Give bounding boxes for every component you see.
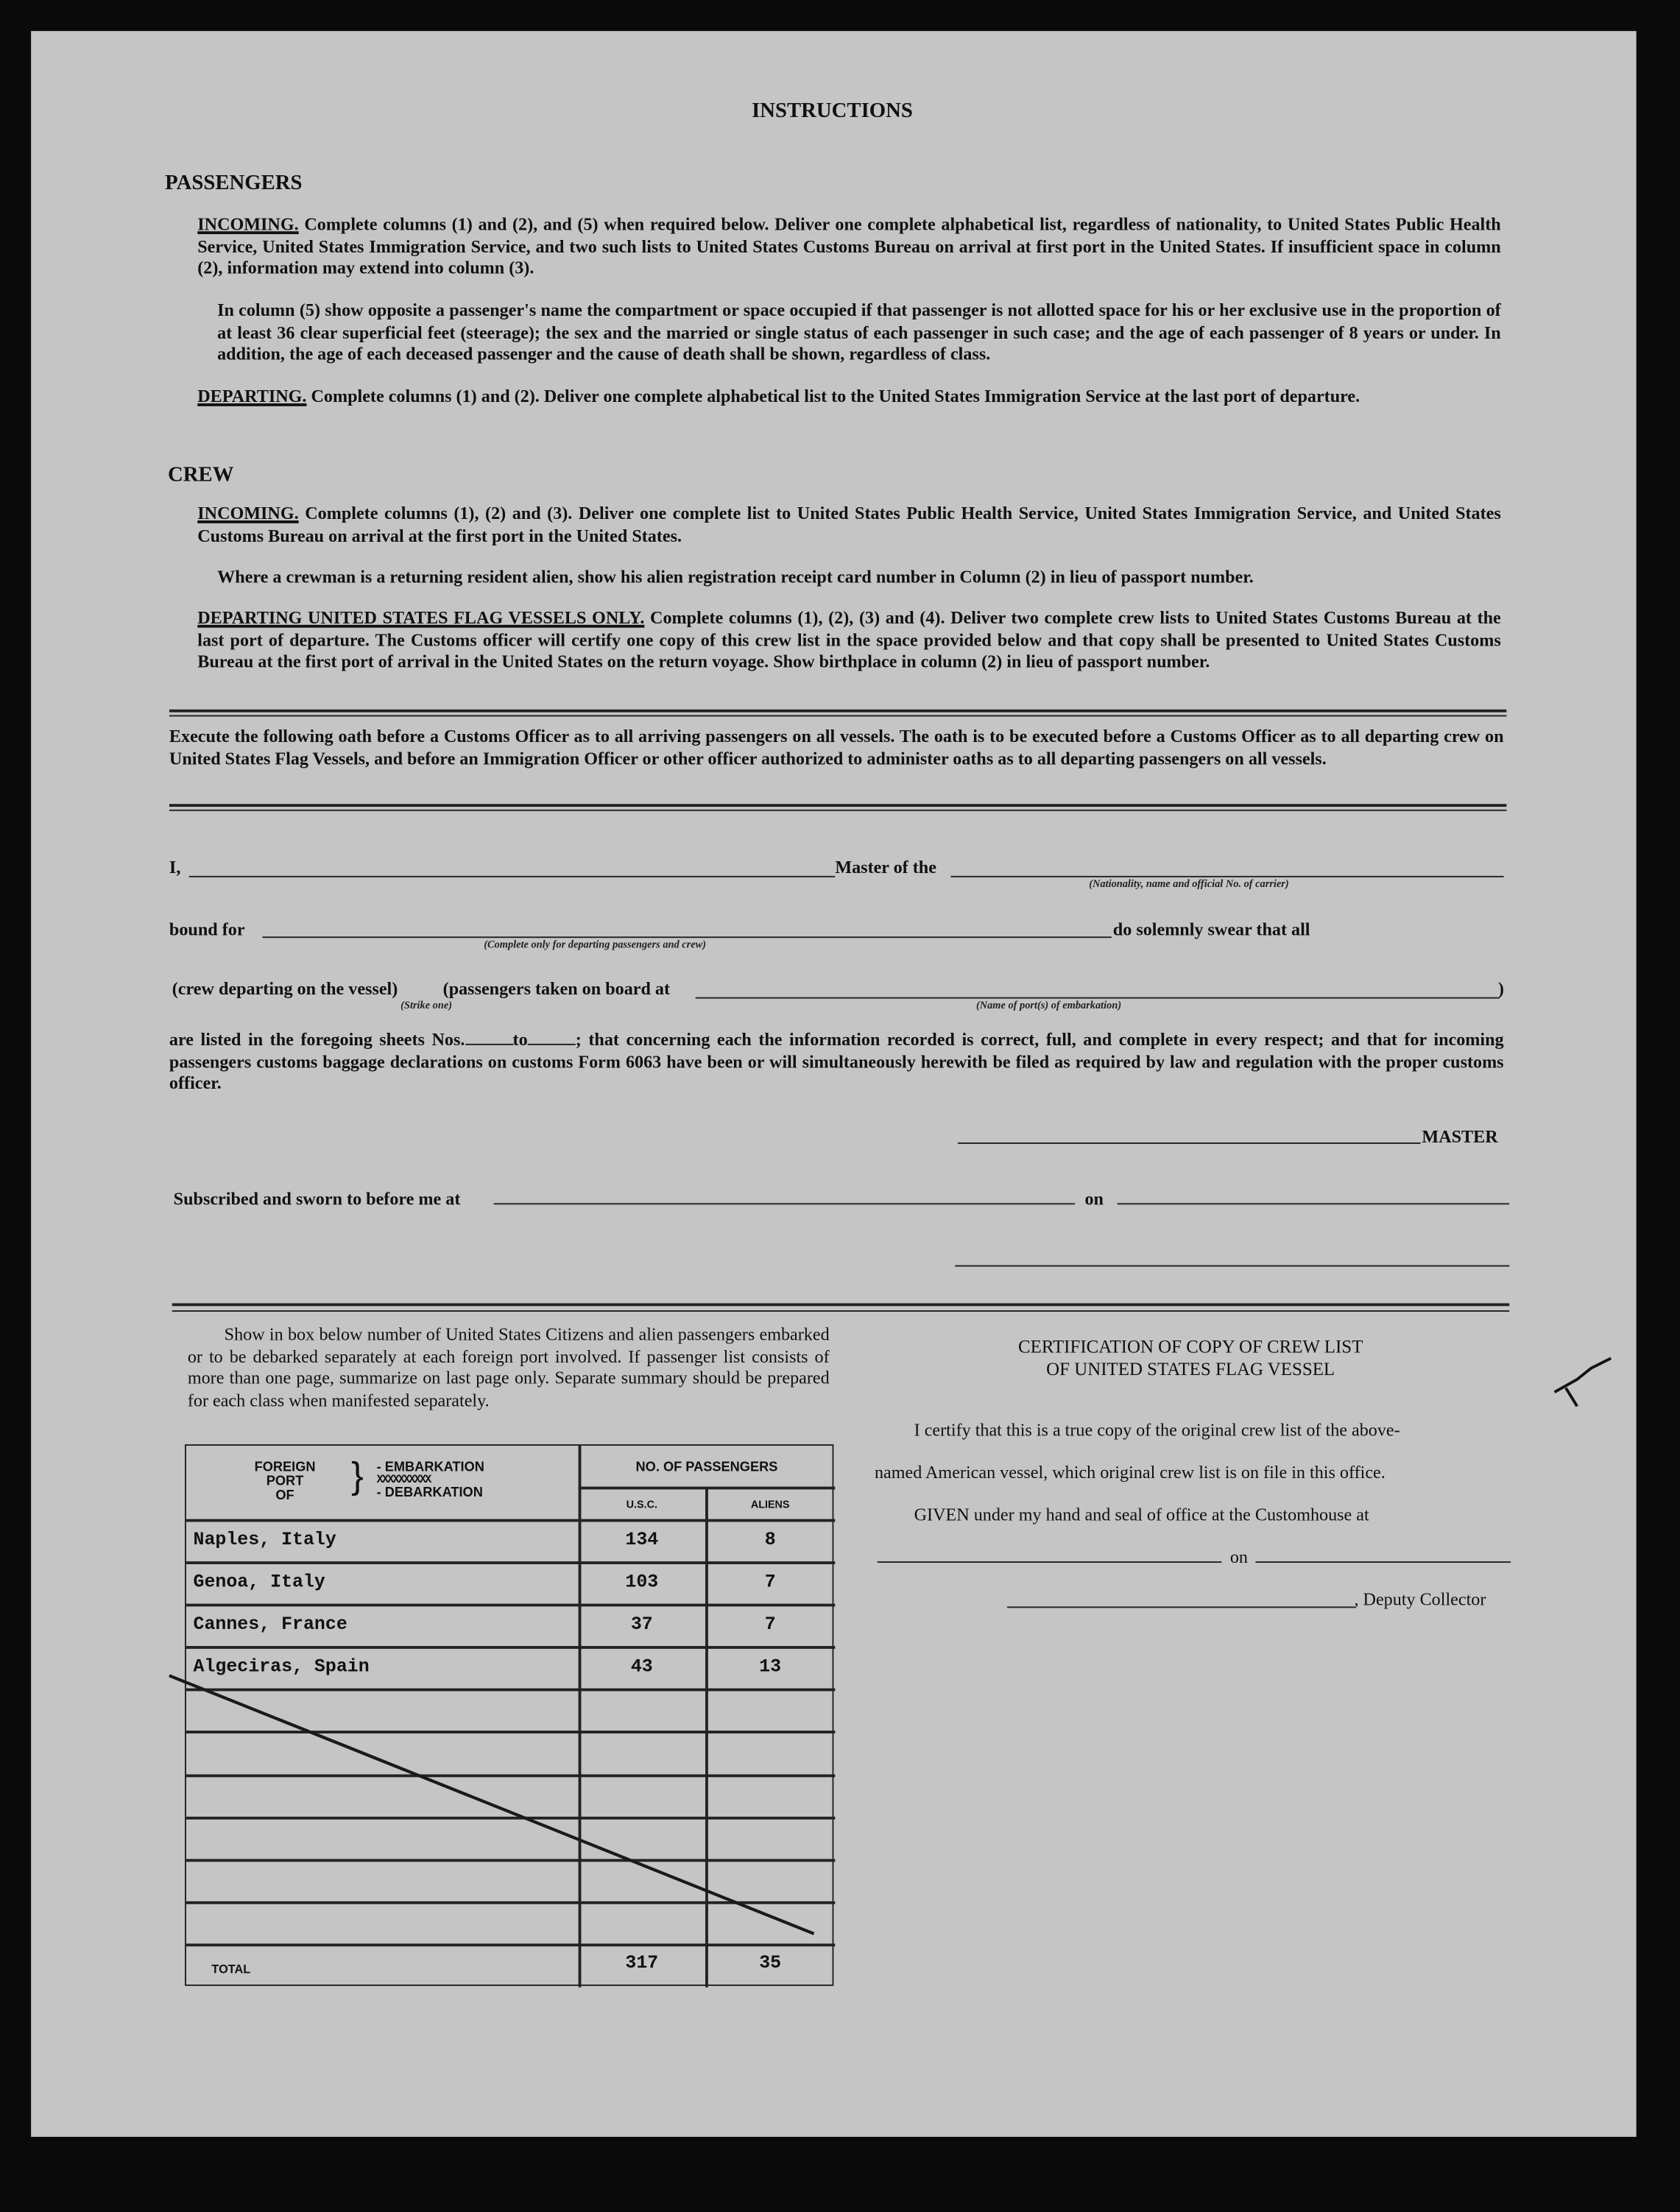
hdr-debarkation: - DEBARKATION — [376, 1485, 483, 1501]
port-cell: Cannes, France — [193, 1614, 347, 1635]
deputy-collector-label: , Deputy Collector — [1354, 1589, 1486, 1610]
passengers-option: (passengers taken on board at — [442, 978, 671, 999]
carrier-caption: (Nationality, name and official No. of carrier) — [1089, 877, 1289, 891]
swear-text: do solemnly swear that all — [1112, 919, 1310, 940]
total-label: TOTAL — [211, 1962, 251, 1976]
total-usc: 317 — [625, 1951, 659, 1974]
bound-caption: (Complete only for departing passengers and crew) — [484, 938, 707, 951]
hdr-of: OF — [275, 1488, 294, 1504]
on-label: on — [1084, 1189, 1104, 1209]
close-paren: ) — [1497, 978, 1504, 999]
usc-cell: 134 — [625, 1529, 659, 1550]
port-caption: (Name of port(s) of embarkation) — [975, 998, 1122, 1011]
cert-line-2: named American vessel, which original crew list is on file in this office. — [874, 1462, 1386, 1483]
incoming-label: INCOMING. — [197, 214, 299, 235]
summary-instructions: Show in box below number of United States Citizens and alien passengers embarked or to be debarked separately at each foreign port involved. If passenger list consists of more than one page, summarize on last page only. Separate summary should be prepared for each class when manifested separately. — [187, 1324, 830, 1410]
crew-incoming-label: INCOMING. — [197, 503, 299, 523]
certification-title — [875, 1336, 1506, 1379]
incoming-text: Complete columns (1) and (2), and (5) when required below. Deliver one complete alphabetical list, regardless of nationality, to United States Public Health Service, United States Immigration Service, and two such lists to United States Customs Bureau on arrival at first port in the United States. If insufficient space in column (2), information may extend into column (3). — [197, 214, 1501, 278]
hdr-port: PORT — [266, 1474, 304, 1490]
cert-title-2: OF UNITED STATES FLAG VESSEL — [1046, 1357, 1335, 1379]
total-aliens: 35 — [759, 1951, 782, 1974]
crew-departing-option: (crew departing on the vessel) — [172, 978, 398, 999]
cert-title-1: CERTIFICATION OF COPY OF CREW LIST — [1018, 1335, 1363, 1357]
page-title: INSTRUCTIONS — [752, 100, 913, 123]
aliens-cell: 13 — [759, 1656, 782, 1678]
crew-heading: CREW — [168, 464, 234, 487]
port-cell: Naples, Italy — [193, 1529, 336, 1550]
header-no-passengers: NO. OF PASSENGERS — [635, 1460, 778, 1476]
brace-icon: } — [351, 1454, 364, 1497]
usc-cell: 43 — [630, 1656, 653, 1678]
subscribed-label: Subscribed and sworn to before me at — [173, 1189, 461, 1209]
aliens-cell: 7 — [764, 1571, 776, 1593]
hdr-foreign: FOREIGN — [254, 1460, 316, 1476]
cert-line-3: GIVEN under my hand and seal of office at the Customhouse at — [914, 1505, 1369, 1525]
usc-cell: 37 — [630, 1614, 653, 1635]
crew-departing-label: DEPARTING UNITED STATES FLAG VESSELS ONLY. — [197, 607, 645, 628]
cert-on-label: on — [1229, 1547, 1248, 1567]
master-of-the-label: Master of the — [835, 857, 936, 877]
strike-caption: (Strike one) — [400, 998, 453, 1011]
aliens-cell: 8 — [764, 1529, 776, 1550]
crew-departing-text: Complete columns (1), (2), (3) and (4). Deliver two complete crew lists to United States Customs Bureau at the last port of departure. The Customs officer will certify one copy of this crew list in the space provided below and that copy shall be presented to United States Customs Bureau at the first port of arrival in the United States on the return voyage. Show birthplace in column (2) in lieu of passport number. — [197, 607, 1501, 672]
listed-to: to — [512, 1029, 528, 1050]
hdr-struck: XXXXXXXXXX — [376, 1474, 431, 1487]
departing-text: Complete columns (1) and (2). Deliver one complete alphabetical list to the United States Immigration Service at the last port of departure. — [311, 386, 1360, 406]
header-usc: U.S.C. — [626, 1497, 657, 1511]
port-cell: Algeciras, Spain — [193, 1656, 370, 1678]
oath-i: I, — [169, 857, 181, 877]
customhouse-field[interactable] — [878, 1561, 1222, 1563]
departing-label: DEPARTING. — [197, 386, 307, 406]
master-label: MASTER — [1422, 1126, 1498, 1147]
bound-for-label: bound for — [169, 919, 245, 940]
header-aliens: ALIENS — [750, 1497, 790, 1511]
crew-resident-text: Where a crewman is a returning resident alien, show his alien registration receipt card number in Column (2) in lieu of passport number. — [217, 567, 1254, 587]
passengers-heading: PASSENGERS — [165, 172, 303, 195]
cert-date-field[interactable] — [1255, 1561, 1511, 1563]
oath-intro: Execute the following oath before a Customs Officer as to all arriving passengers on all vessels. The oath is to be executed before a Customs Officer as to all departing crew on United States Flag Vessels, and before an Immigration Officer or other officer authorized to administer oaths as to all departing passengers on all vessels. — [169, 726, 1504, 768]
port-cell: Genoa, Italy — [193, 1571, 325, 1593]
usc-cell: 103 — [625, 1571, 659, 1593]
column5-text: In column (5) show opposite a passenger's name the compartment or space occupied if that passenger is not allotted space for his or her exclusive use in the proportion of at least 36 clear superficial feet (steerage); the sex and the married or single status of each passenger in such case; and the age of each passenger of 8 years or under. In addition, the age of each deceased passenger and the cause of death shall be shown, regardless of class. — [217, 300, 1501, 364]
deputy-signature-field[interactable] — [1007, 1606, 1355, 1608]
crew-incoming-text: Complete columns (1), (2) and (3). Deliver one complete list to United States Public Health Service, United States Immigration Service, and United States Customs Bureau on arrival at the first port in the United States. — [197, 503, 1501, 545]
listed-text-b: ; that concerning each the information recorded is correct, full, and complete in every respect; and that for incoming passengers customs baggage declarations on customs Form 6063 have been or will simultaneously herewith be filed as required by law and regulation with the proper customs officer. — [169, 1029, 1504, 1093]
hdr-embarkation: - EMBARKATION — [376, 1460, 484, 1476]
aliens-cell: 7 — [764, 1614, 776, 1635]
cert-line-1: I certify that this is a true copy of the original crew list of the above- — [914, 1420, 1400, 1441]
listed-text-a: are listed in the foregoing sheets Nos. — [169, 1029, 465, 1050]
